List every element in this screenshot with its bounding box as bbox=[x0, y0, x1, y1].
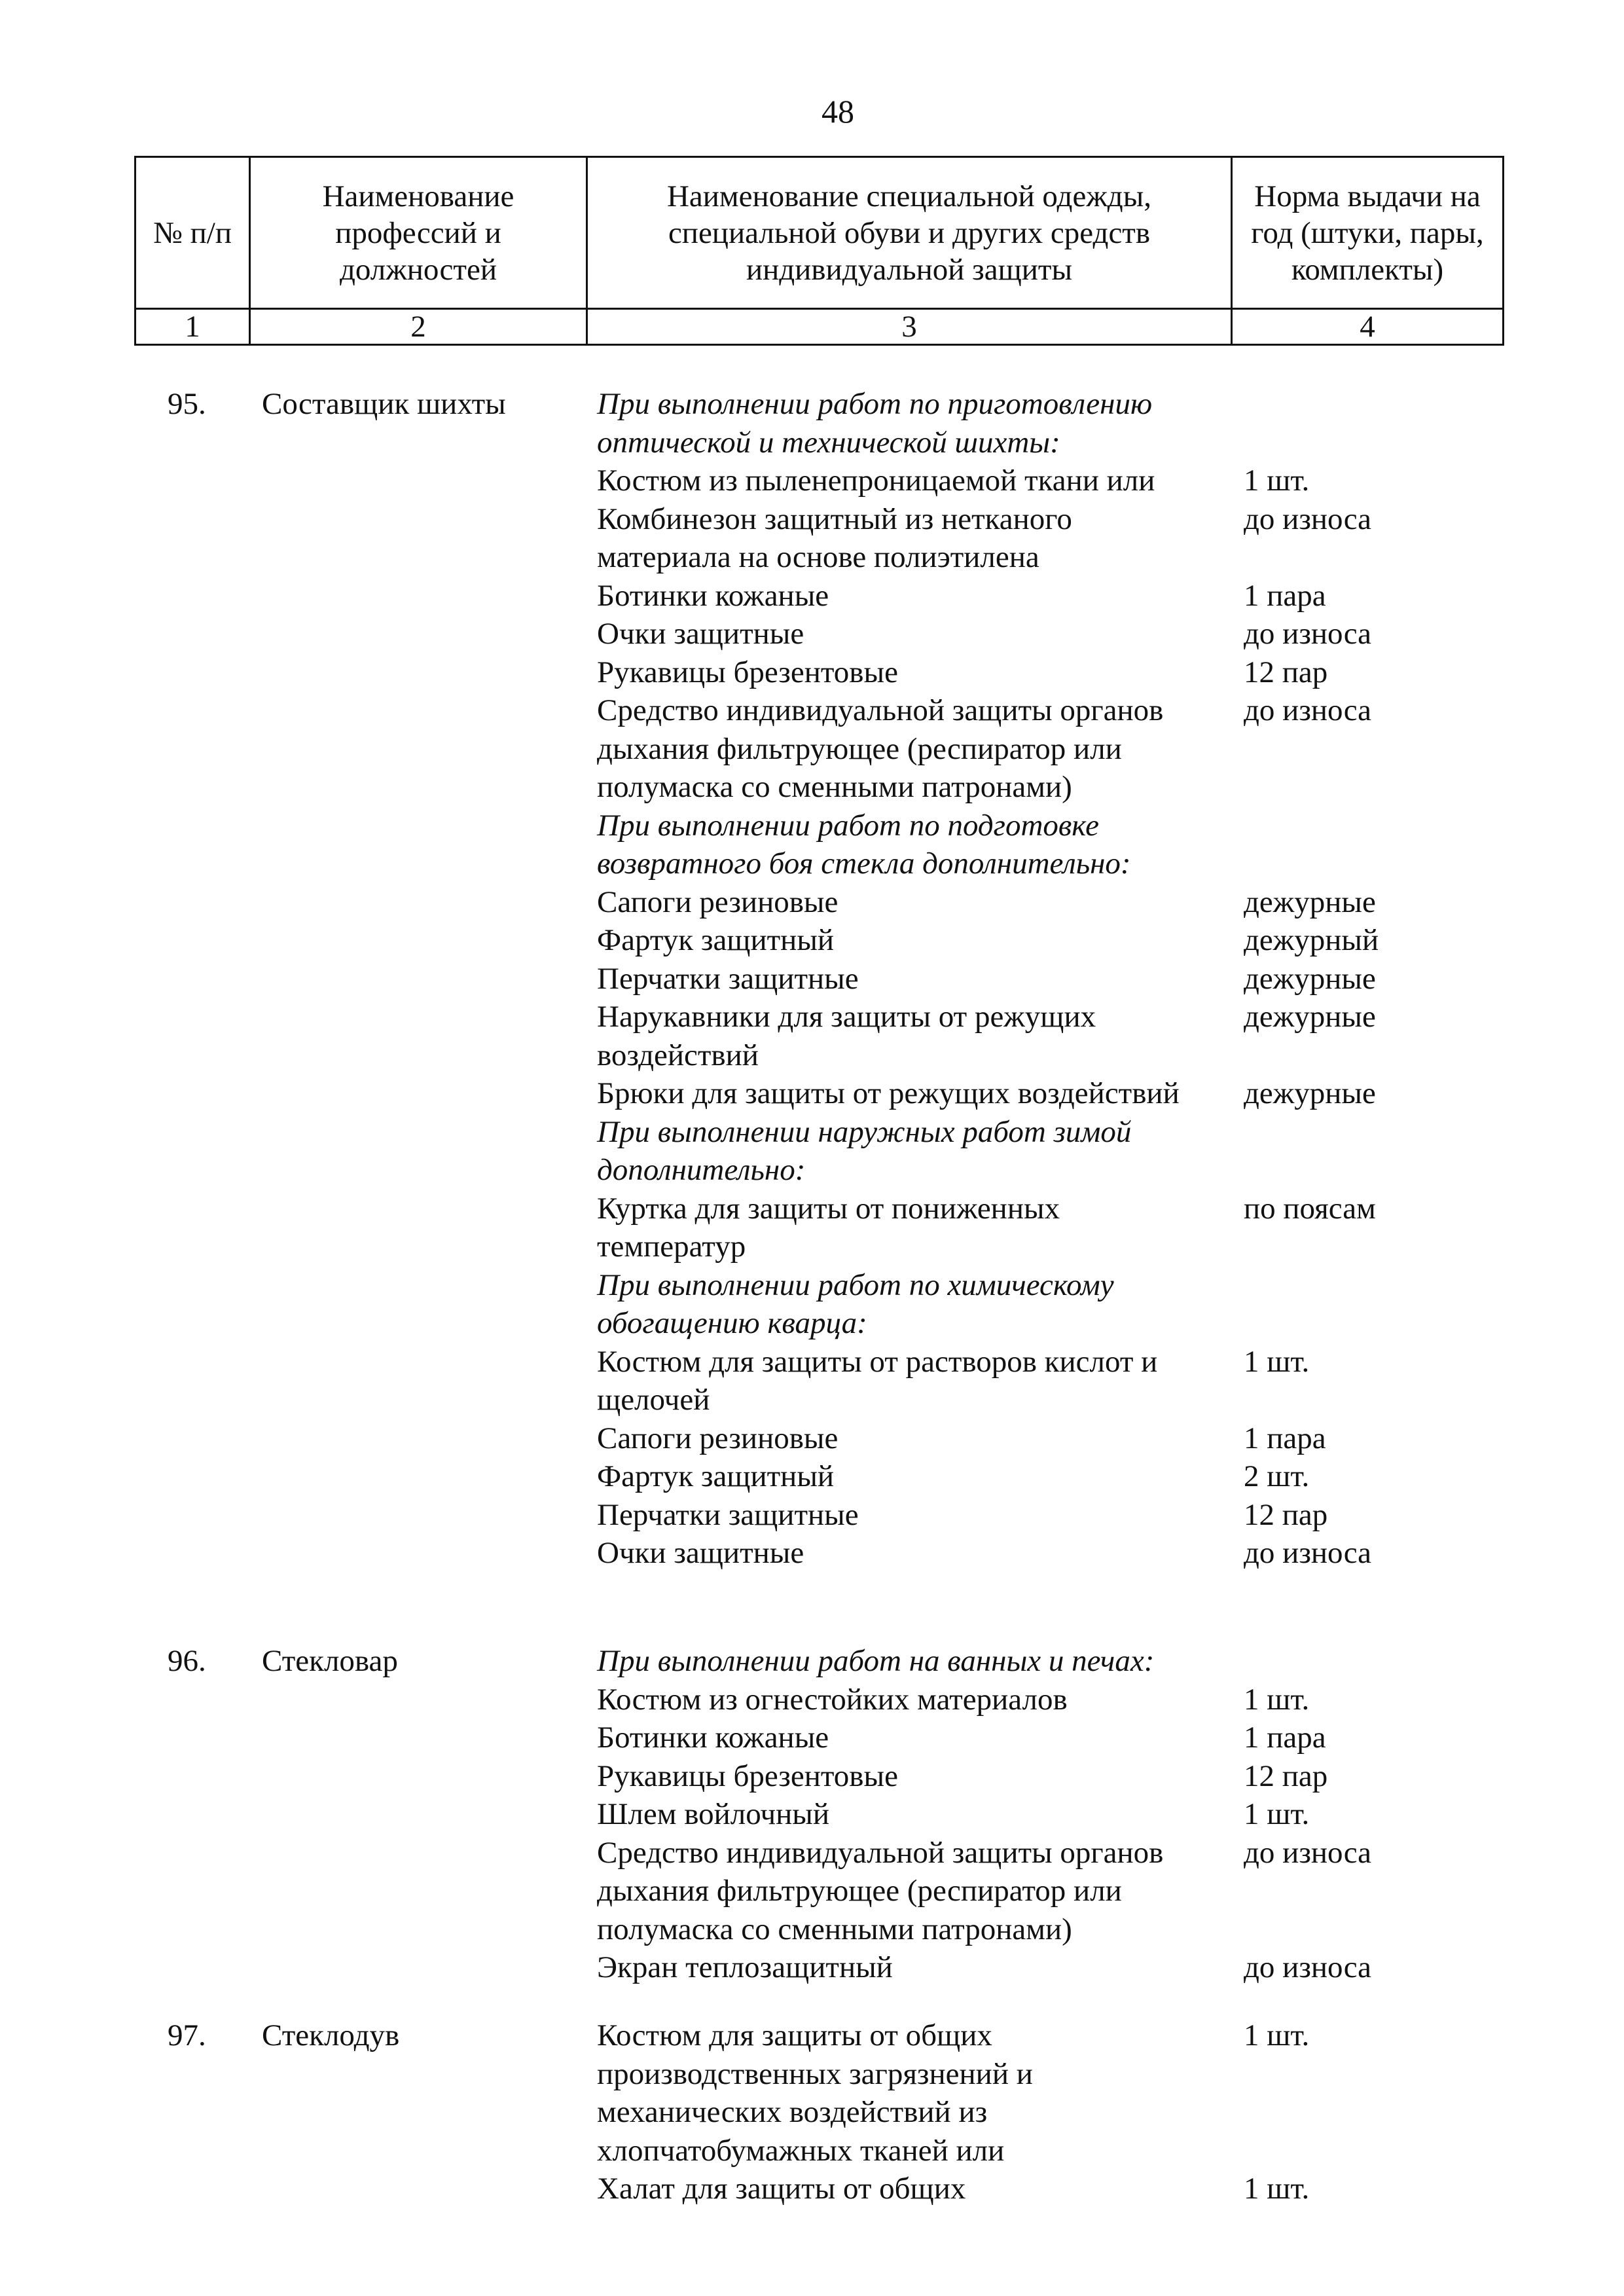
issue-norm: 12 пар bbox=[1244, 655, 1328, 689]
list-item bbox=[597, 1343, 1310, 1419]
profession-name: Составщик шихты bbox=[262, 387, 506, 421]
issue-norm: дежурные bbox=[1244, 1076, 1376, 1110]
equipment-list bbox=[597, 2016, 1310, 2208]
list-item bbox=[597, 1534, 1371, 1573]
header-norm: Норма выдачи на год (штуки, пары, комплекты) bbox=[1232, 157, 1504, 309]
list-item bbox=[597, 577, 1326, 615]
list-item bbox=[597, 500, 1371, 577]
header-number: № п/п bbox=[135, 157, 250, 309]
issue-norm: дежурные bbox=[1244, 961, 1376, 996]
equipment-list bbox=[597, 1642, 1371, 1987]
equipment-name: Экран теплозащитный bbox=[597, 1950, 893, 1984]
issue-norm: до износа bbox=[1244, 1950, 1371, 1984]
issue-norm: до износа bbox=[1244, 1536, 1371, 1570]
equipment-name: Рукавицы брезентовые bbox=[597, 1758, 898, 1793]
list-item bbox=[597, 462, 1310, 500]
equipment-name: Костюм для защиты от растворов кислот и щелочей bbox=[597, 1344, 1158, 1417]
equipment-name: Комбинезон защитный из нетканого материала на основе полиэтилена bbox=[597, 501, 1072, 574]
list-item bbox=[597, 998, 1376, 1074]
equipment-name: Брюки для защиты от режущих воздействий bbox=[597, 1076, 1180, 1110]
issue-norm: 1 пара bbox=[1244, 578, 1326, 613]
equipment-name: Костюм для защиты от общих производственных загрязнений и механических воздействий из хлопчатобумажных тканей или bbox=[597, 2018, 1033, 2168]
issue-norm: 1 шт. bbox=[1244, 1797, 1310, 1831]
issue-norm: до износа bbox=[1244, 1835, 1371, 1870]
list-item bbox=[597, 1795, 1310, 1834]
table-header bbox=[134, 156, 1504, 346]
row-number: 97. bbox=[168, 2018, 206, 2052]
issue-norm: до износа bbox=[1244, 617, 1371, 651]
issue-norm: дежурные bbox=[1244, 884, 1376, 919]
equipment-name: Нарукавники для защиты от режущих воздействий bbox=[597, 1000, 1096, 1072]
row-number: 96. bbox=[168, 1644, 206, 1678]
equipment-name: Шлем войлочный bbox=[597, 1797, 830, 1831]
list-item bbox=[597, 615, 1371, 653]
issue-norm: 12 пар bbox=[1244, 1758, 1328, 1793]
equipment-name: Костюм из пыленепроницаемой ткани или bbox=[597, 464, 1155, 498]
equipment-name: Ботинки кожаные bbox=[597, 1721, 829, 1755]
equipment-name: Костюм из огнестойких материалов bbox=[597, 1682, 1068, 1717]
equipment-name: Средство индивидуальной защиты органов дыхания фильтрующее (респиратор или полумаска со сменными патронами) bbox=[597, 693, 1164, 804]
work-condition: При выполнении работ по химическому обогащению кварца: bbox=[597, 1267, 1114, 1340]
list-item bbox=[597, 960, 1376, 998]
header-col-index: 4 bbox=[1232, 309, 1504, 345]
row-number: 95. bbox=[168, 387, 206, 421]
header-profession: Наименование профессий и должностей bbox=[250, 157, 587, 309]
header-col-index: 2 bbox=[250, 309, 587, 345]
page-number: 48 bbox=[821, 93, 854, 130]
equipment-name: Очки защитные bbox=[597, 1536, 804, 1570]
equipment-name: Фартук защитный bbox=[597, 1459, 835, 1493]
list-item bbox=[597, 883, 1376, 922]
list-item bbox=[597, 1190, 1376, 1266]
profession-name: Стекловар bbox=[262, 1644, 398, 1678]
issue-norm: 1 шт. bbox=[1244, 2172, 1310, 2206]
issue-norm: по поясам bbox=[1244, 1191, 1376, 1226]
list-item bbox=[597, 2170, 1310, 2208]
issue-norm: 12 пар bbox=[1244, 1497, 1328, 1532]
issue-norm: дежурный bbox=[1244, 923, 1379, 957]
issue-norm: 2 шт. bbox=[1244, 1459, 1310, 1493]
list-item bbox=[597, 1757, 1328, 1796]
list-item bbox=[597, 1074, 1376, 1113]
list-item bbox=[597, 1719, 1326, 1757]
list-item bbox=[597, 691, 1371, 807]
list-item bbox=[597, 2016, 1310, 2170]
list-item bbox=[597, 1419, 1326, 1458]
equipment-name: Сапоги резиновые bbox=[597, 1421, 839, 1455]
equipment-name: Ботинки кожаные bbox=[597, 578, 829, 613]
list-item bbox=[597, 1496, 1328, 1535]
work-condition: При выполнении работ на ванных и печах: bbox=[597, 1644, 1155, 1678]
issue-norm: 1 шт. bbox=[1244, 1682, 1310, 1717]
equipment-name: Халат для защиты от общих bbox=[597, 2172, 966, 2206]
issue-norm: 1 шт. bbox=[1244, 2018, 1310, 2052]
issue-norm: дежурные bbox=[1244, 1000, 1376, 1034]
equipment-name: Сапоги резиновые bbox=[597, 884, 839, 919]
issue-norm: 1 пара bbox=[1244, 1421, 1326, 1455]
list-item bbox=[597, 1834, 1371, 1949]
header-col-index: 3 bbox=[587, 309, 1232, 345]
equipment-name: Фартук защитный bbox=[597, 923, 835, 957]
equipment-name: Средство индивидуальной защиты органов дыхания фильтрующее (респиратор или полумаска со сменными патронами) bbox=[597, 1835, 1164, 1946]
list-item bbox=[597, 921, 1379, 960]
issue-norm: 1 пара bbox=[1244, 1721, 1326, 1755]
equipment-name: Перчатки защитные bbox=[597, 1497, 859, 1532]
header-equipment: Наименование специальной одежды, специальной обуви и других средств индивидуальной защиты bbox=[587, 157, 1232, 309]
list-item bbox=[597, 653, 1328, 692]
issue-norm: до износа bbox=[1244, 693, 1371, 727]
equipment-name: Рукавицы брезентовые bbox=[597, 655, 898, 689]
work-condition: При выполнении работ по подготовке возвратного боя стекла дополнительно: bbox=[597, 808, 1131, 881]
issue-norm: 1 шт. bbox=[1244, 1344, 1310, 1379]
equipment-name: Перчатки защитные bbox=[597, 961, 859, 996]
issue-norm: до износа bbox=[1244, 501, 1371, 536]
header-col-index: 1 bbox=[135, 309, 250, 345]
list-item bbox=[597, 1457, 1310, 1496]
equipment-list bbox=[597, 385, 1379, 1573]
equipment-name: Куртка для защиты от пониженных температур bbox=[597, 1191, 1060, 1264]
profession-name: Стеклодув bbox=[262, 2018, 400, 2052]
issue-norm: 1 шт. bbox=[1244, 464, 1310, 498]
equipment-name: Очки защитные bbox=[597, 617, 804, 651]
list-item bbox=[597, 1681, 1310, 1719]
work-condition: При выполнении работ по приготовлению оптической и технической шихты: bbox=[597, 387, 1153, 460]
list-item bbox=[597, 1948, 1371, 1987]
work-condition: При выполнении наружных работ зимой дополнительно: bbox=[597, 1114, 1132, 1187]
